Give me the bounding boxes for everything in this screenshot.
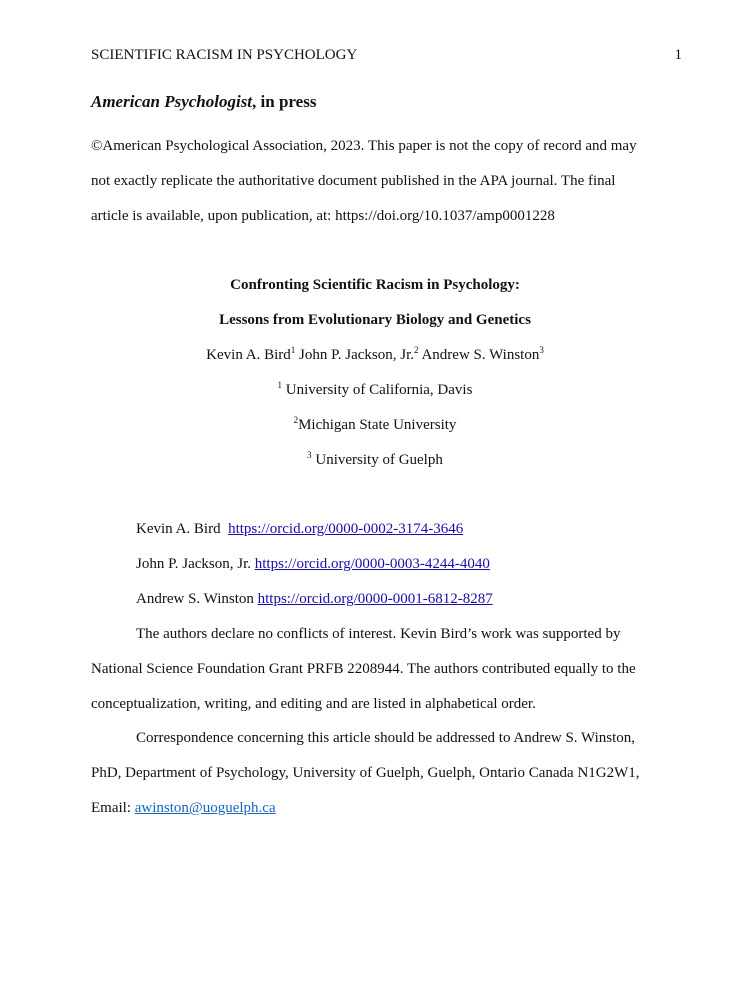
publication-status bbox=[91, 92, 316, 112]
paragraph-line: Correspondence concerning this article should be addressed to Andrew S. Winston, bbox=[136, 730, 636, 746]
orcid-link[interactable]: https://orcid.org/0000-0001-6812-8287 bbox=[257, 591, 493, 607]
orcid-link[interactable]: https://orcid.org/0000-0003-4244-4040 bbox=[254, 556, 490, 572]
author-name: Andrew S. Winston bbox=[421, 347, 540, 363]
affiliation-mark: 1 bbox=[277, 380, 283, 390]
orcid-list bbox=[136, 512, 493, 617]
email-label: Email: bbox=[91, 800, 131, 816]
in-press-label: , in press bbox=[252, 92, 317, 111]
paper-subtitle-line: Lessons from Evolutionary Biology and Genetics bbox=[219, 312, 531, 328]
orcid-author-name: Kevin A. Bird bbox=[136, 521, 221, 537]
email-line bbox=[91, 791, 666, 826]
author-name: Kevin A. Bird bbox=[206, 347, 291, 363]
author-affiliation-mark: 2 bbox=[414, 345, 419, 355]
author-affiliation-mark: 1 bbox=[290, 345, 296, 355]
page-number: 1 bbox=[674, 47, 682, 63]
copyright-notice bbox=[91, 129, 666, 234]
copyright-line: not exactly replicate the authoritative document published in the APA journal. The final bbox=[91, 173, 616, 189]
journal-name: American Psychologist bbox=[91, 92, 253, 111]
running-head bbox=[91, 46, 682, 64]
paragraph-line: conceptualization, writing, and editing and are listed in alphabetical order. bbox=[91, 696, 536, 712]
correspondence-paragraph bbox=[91, 721, 666, 826]
affiliation-name: University of California, Davis bbox=[285, 382, 473, 398]
title-block bbox=[0, 268, 750, 478]
paper-title-line: Confronting Scientific Racism in Psychology: bbox=[230, 277, 520, 293]
orcid-link[interactable]: https://orcid.org/0000-0002-3174-3646 bbox=[228, 521, 464, 537]
copyright-line: ©American Psychological Association, 2023. This paper is not the copy of record and may bbox=[91, 138, 637, 154]
email-link[interactable]: awinston@uoguelph.ca bbox=[134, 800, 276, 816]
running-head-title: SCIENTIFIC RACISM IN PSYCHOLOGY bbox=[91, 47, 358, 63]
affiliation bbox=[0, 443, 750, 478]
paragraph-line: National Science Foundation Grant PRFB 2208944. The authors contributed equally to the bbox=[91, 661, 636, 677]
orcid-author-name: Andrew S. Winston bbox=[136, 591, 254, 607]
affiliation bbox=[0, 373, 750, 408]
author-list bbox=[0, 338, 750, 373]
affiliation-name: Michigan State University bbox=[298, 417, 457, 433]
affiliation-name: University of Guelph bbox=[315, 452, 443, 468]
disclosure-paragraph bbox=[91, 617, 666, 722]
affiliation-mark: 2 bbox=[293, 415, 299, 425]
paragraph-line: PhD, Department of Psychology, University of Guelph, Guelph, Ontario Canada N1G2W1, bbox=[91, 765, 640, 781]
orcid-entry bbox=[136, 582, 493, 617]
orcid-author-name: John P. Jackson, Jr. bbox=[136, 556, 252, 572]
author-affiliation-mark: 3 bbox=[539, 345, 544, 355]
orcid-entry bbox=[136, 547, 493, 582]
paragraph-line: The authors declare no conflicts of interest. Kevin Bird’s work was supported by bbox=[136, 626, 621, 642]
orcid-entry bbox=[136, 512, 493, 547]
affiliation-mark: 3 bbox=[307, 450, 312, 460]
author-name: John P. Jackson, Jr. bbox=[299, 347, 415, 363]
affiliation bbox=[0, 408, 750, 443]
copyright-line: article is available, upon publication, at: https://doi.org/10.1037/amp0001228 bbox=[91, 208, 555, 224]
